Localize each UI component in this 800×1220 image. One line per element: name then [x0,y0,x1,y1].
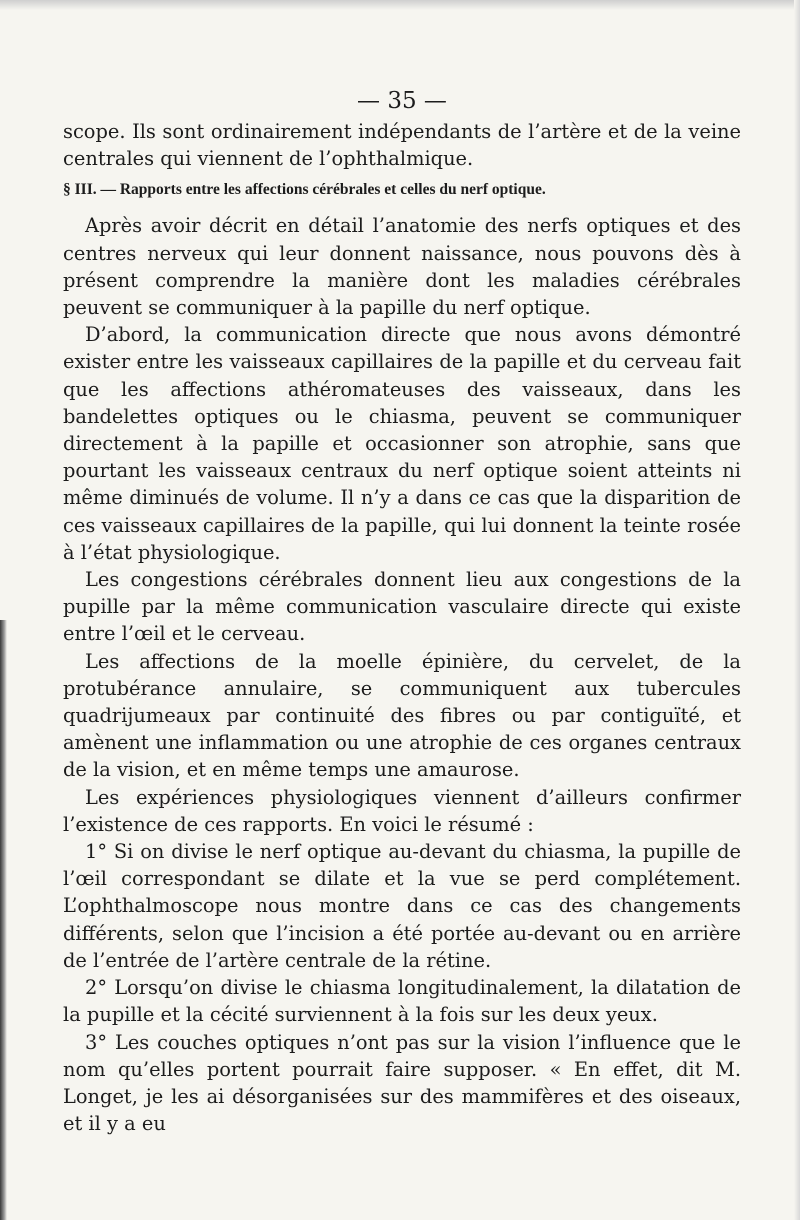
section-heading: § III. — Rapports entre les affections cérébrales et celles du nerf optique. [63,181,546,199]
paragraph: Après avoir décrit en détail l’anatomie des nerfs optiques et des centres nerveux qui leur donnent naissance, nous pouvons dès à présent comprendre la manière dont les maladies cérébrales peuvent se communiquer à la papille du nerf optique. [63,214,741,320]
page-top-edge [0,0,800,10]
paragraph: Les congestions cérébrales donnent lieu aux congestions de la pupille par la même communication vasculaire directe qui existe entre l’œil et le cerveau. [63,568,741,646]
paragraph: 3° Les couches optiques n’ont pas sur la vision l’influence que le nom qu’elles portent pourrait faire supposer. « En effet, dit M. Longet, je les ai désorganisées sur des mammifères et des oiseaux, et il y a eu [63,1030,741,1136]
paragraph: Les expériences physiologiques viennent d’ailleurs confirmer l’existence de ces rapports. En voici le résumé : [63,785,741,836]
page-number: — 35 — [357,88,447,114]
page-right-edge [794,0,800,1220]
paragraph-intro: scope. Ils sont ordinairement indépendants de l’artère et de la veine centrales qui viennent de l’ophthalmique. [63,120,741,171]
book-binding-shadow [0,620,7,1220]
document-page [63,88,741,1137]
paragraph: Les affections de la moelle épinière, du cervelet, de la protubérance annulaire, se communiquent aux tubercules quadrijumeaux par continuité des fibres ou par contiguïté, et amènent une inflammation ou une atrophie de ces organes centraux de la vision, et en même temps une amaurose. [63,649,741,782]
paragraph: 1° Si on divise le nerf optique au-devant du chiasma, la pupille de l’œil correspondant se dilate et la vue se perd complétement. L’ophthalmoscope nous montre dans ce cas des changements différents, selon que l’incision a été portée au-devant ou en arrière de l’entrée de l’artère centrale de la rétine. [63,840,741,972]
paragraph: 2° Lorsqu’on divise le chiasma longitudinalement, la dilatation de la pupille et la cécité surviennent à la fois sur les deux yeux. [63,976,741,1027]
paragraph: D’abord, la communication directe que nous avons démontré exister entre les vaisseaux capillaires de la papille et du cerveau fait que les affections athéromateuses des vaisseaux, dans les bandelettes optiques ou le chiasma, peuvent se communiquer directement à la papille et occasionner son atrophie, sans que pourtant les vaisseaux centraux du nerf optique soient atteints ni même diminués de volume. Il n’y a dans ce cas que la disparition de ces vaisseaux capillaires de la papille, qui lui donnent la teinte rosée à l’état physiologique. [63,323,741,564]
